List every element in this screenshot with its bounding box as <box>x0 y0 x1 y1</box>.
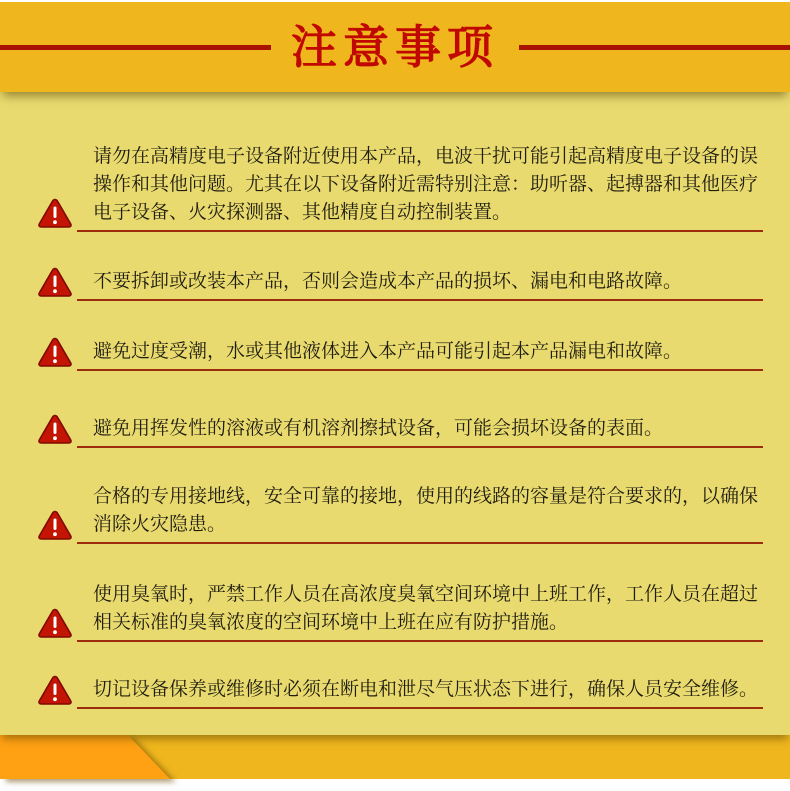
warnings-list <box>0 92 790 735</box>
warning-item <box>38 415 763 448</box>
warning-text: 合格的专用接地线，安全可靠的接地，使用的线路的容量是符合要求的，以确保消除火灾隐患。 <box>93 486 759 535</box>
footer-band <box>0 735 790 779</box>
warning-triangle-icon <box>38 608 72 638</box>
warning-item <box>38 143 763 232</box>
warning-item <box>38 338 763 371</box>
warning-divider <box>77 542 763 544</box>
warning-triangle-icon <box>38 267 72 297</box>
page-title: 注意事项 <box>291 21 499 73</box>
footer-accent-shape <box>0 735 190 779</box>
warning-text: 切记设备保养或维修时必须在断电和泄尽气压状态下进行，确保人员安全维修。 <box>93 679 759 700</box>
header-line-left <box>0 45 271 50</box>
warning-triangle-icon <box>38 198 72 228</box>
warning-text: 使用臭氧时，严禁工作人员在高浓度臭氧空间环境中上班工作，工作人员在超过相关标准的臭氧浓度的空间环境中上班在应有防护措施。 <box>93 584 759 633</box>
warning-text: 避免用挥发性的溶液或有机溶剂擦拭设备，可能会损坏设备的表面。 <box>93 418 664 439</box>
warning-item <box>38 581 763 642</box>
warning-divider <box>77 230 763 232</box>
header-line-right <box>519 45 790 50</box>
warning-triangle-icon <box>38 337 72 367</box>
header-banner <box>0 2 790 92</box>
warning-text: 请勿在高精度电子设备附近使用本产品，电波干扰可能引起高精度电子设备的误操作和其他问题。尤其在以下设备附近需特别注意：助听器、起搏器和其他医疗电子设备、火灾探测器、其他精度自动控制装置。 <box>93 146 759 223</box>
warning-triangle-icon <box>38 510 72 540</box>
warning-triangle-icon <box>38 414 72 444</box>
warning-divider <box>77 299 763 301</box>
warning-text: 避免过度受潮，水或其他液体进入本产品可能引起本产品漏电和故障。 <box>93 341 683 362</box>
footer-trapezoid <box>0 735 190 779</box>
warning-divider <box>77 369 763 371</box>
warning-text: 不要拆卸或改装本产品，否则会造成本产品的损坏、漏电和电路故障。 <box>93 271 683 292</box>
warning-item <box>38 676 763 709</box>
warning-divider <box>77 446 763 448</box>
warning-triangle-icon <box>38 675 72 705</box>
warning-item <box>38 483 763 544</box>
warning-divider <box>77 707 763 709</box>
warning-divider <box>77 640 763 642</box>
warning-item <box>38 268 763 301</box>
